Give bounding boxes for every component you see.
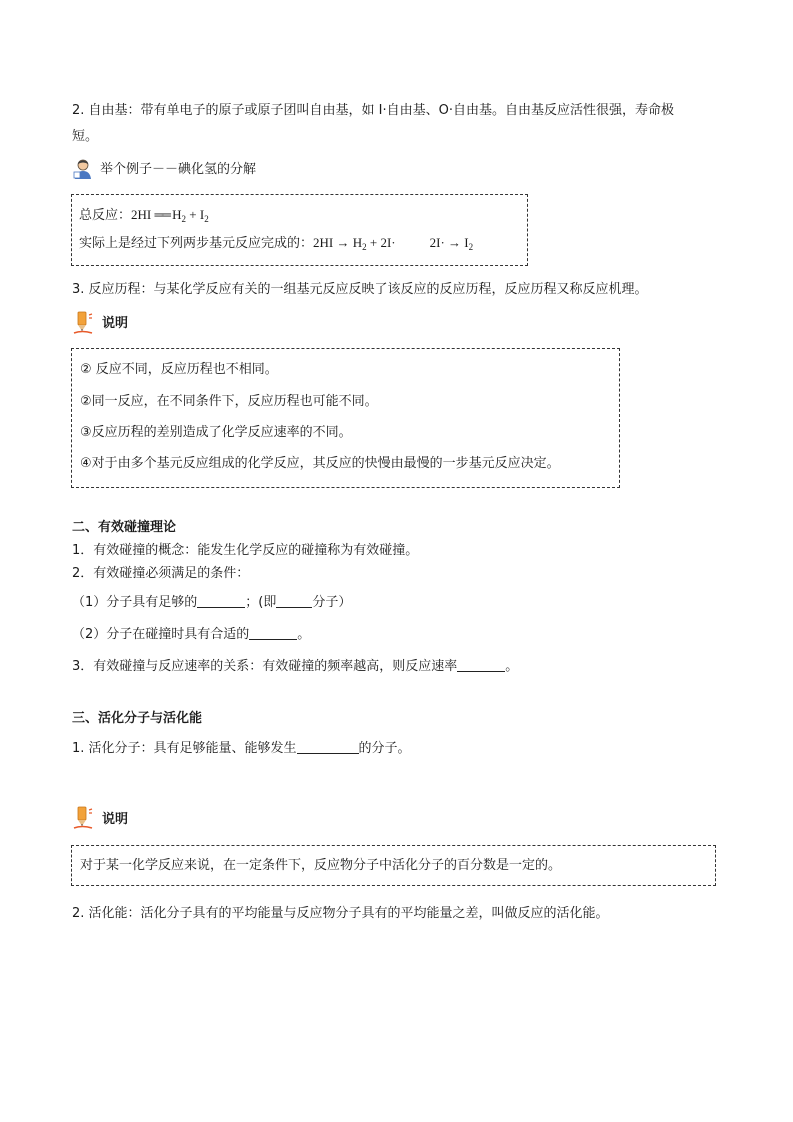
total-label: 总反应： bbox=[79, 208, 132, 223]
free-radical-line-1: 2. 自由基：带有单电子的原子或原子团叫自由基，如 I·自由基、O·自由基。自由基反应活性很强，寿命极 bbox=[72, 103, 674, 118]
equals-sign: ══ bbox=[154, 207, 169, 222]
answer-blank[interactable] bbox=[249, 625, 297, 640]
pencil-note-icon bbox=[72, 805, 96, 831]
part-2-line-2: 2．有效碰撞必须满足的条件： bbox=[72, 566, 250, 581]
step-1-equation: $2HI \to H_2 + 2I\cdot$ bbox=[313, 235, 396, 252]
note-2-label: 说明 bbox=[102, 812, 129, 827]
pencil-note-icon bbox=[72, 310, 96, 336]
note-2-text: 对于某一化学反应来说，在一定条件下，反应物分子中活化分子的百分数是一定的。 bbox=[80, 858, 562, 873]
mechanism-line: 3. 反应历程：与某化学反应有关的一组基元反应反映了该反应的反应历程，反应历程又称反应机理。 bbox=[72, 282, 648, 297]
note-1-item: ③反应历程的差别造成了化学反应速率的不同。 bbox=[80, 425, 352, 440]
example-title: 举个例子－－碘化氢的分解 bbox=[100, 162, 257, 177]
actual-prefix: 实际上是经过下列两步基元反应完成的： bbox=[79, 236, 314, 251]
note-1-item: ②同一反应，在不同条件下，反应历程也可能不同。 bbox=[80, 394, 378, 409]
step-2-equation: $2I\cdot \to I_2$ bbox=[429, 235, 474, 252]
note-1-label: 说明 bbox=[102, 316, 129, 331]
total-equation: 2HI ══ $H_2 + I_2$ bbox=[131, 207, 209, 224]
note-1-item: ④对于由多个基元反应组成的化学反应，其反应的快慢由最慢的一步基元反应决定。 bbox=[80, 456, 560, 471]
answer-blank[interactable] bbox=[276, 593, 312, 608]
part-2-heading: 二、有效碰撞理论 bbox=[72, 520, 177, 535]
condition-1: （1）分子具有足够的 ；(即 分子） bbox=[72, 595, 352, 610]
actual-steps bbox=[79, 233, 473, 254]
part-3-line-1: 1. 活化分子：具有足够能量、能够发生 的分子。 bbox=[72, 741, 411, 756]
total-reaction bbox=[79, 205, 209, 226]
free-radical-line-2: 短。 bbox=[72, 129, 99, 144]
note-1-item: ② 反应不同，反应历程也不相同。 bbox=[80, 362, 278, 377]
answer-blank[interactable] bbox=[197, 593, 245, 608]
part-2-line-1: 1．有效碰撞的概念：能发生化学反应的碰撞称为有效碰撞。 bbox=[72, 543, 419, 558]
answer-blank[interactable] bbox=[457, 657, 505, 672]
teacher-icon bbox=[72, 158, 94, 180]
activation-energy-line: 2. 活化能：活化分子具有的平均能量与反应物分子具有的平均能量之差，叫做反应的活化能。 bbox=[72, 906, 609, 921]
part-2-line-3: 3．有效碰撞与反应速率的关系：有效碰撞的频率越高，则反应速率 。 bbox=[72, 659, 519, 674]
condition-2: （2）分子在碰撞时具有合适的 。 bbox=[72, 627, 311, 642]
part-3-heading: 三、活化分子与活化能 bbox=[72, 711, 203, 726]
answer-blank[interactable] bbox=[297, 739, 359, 754]
